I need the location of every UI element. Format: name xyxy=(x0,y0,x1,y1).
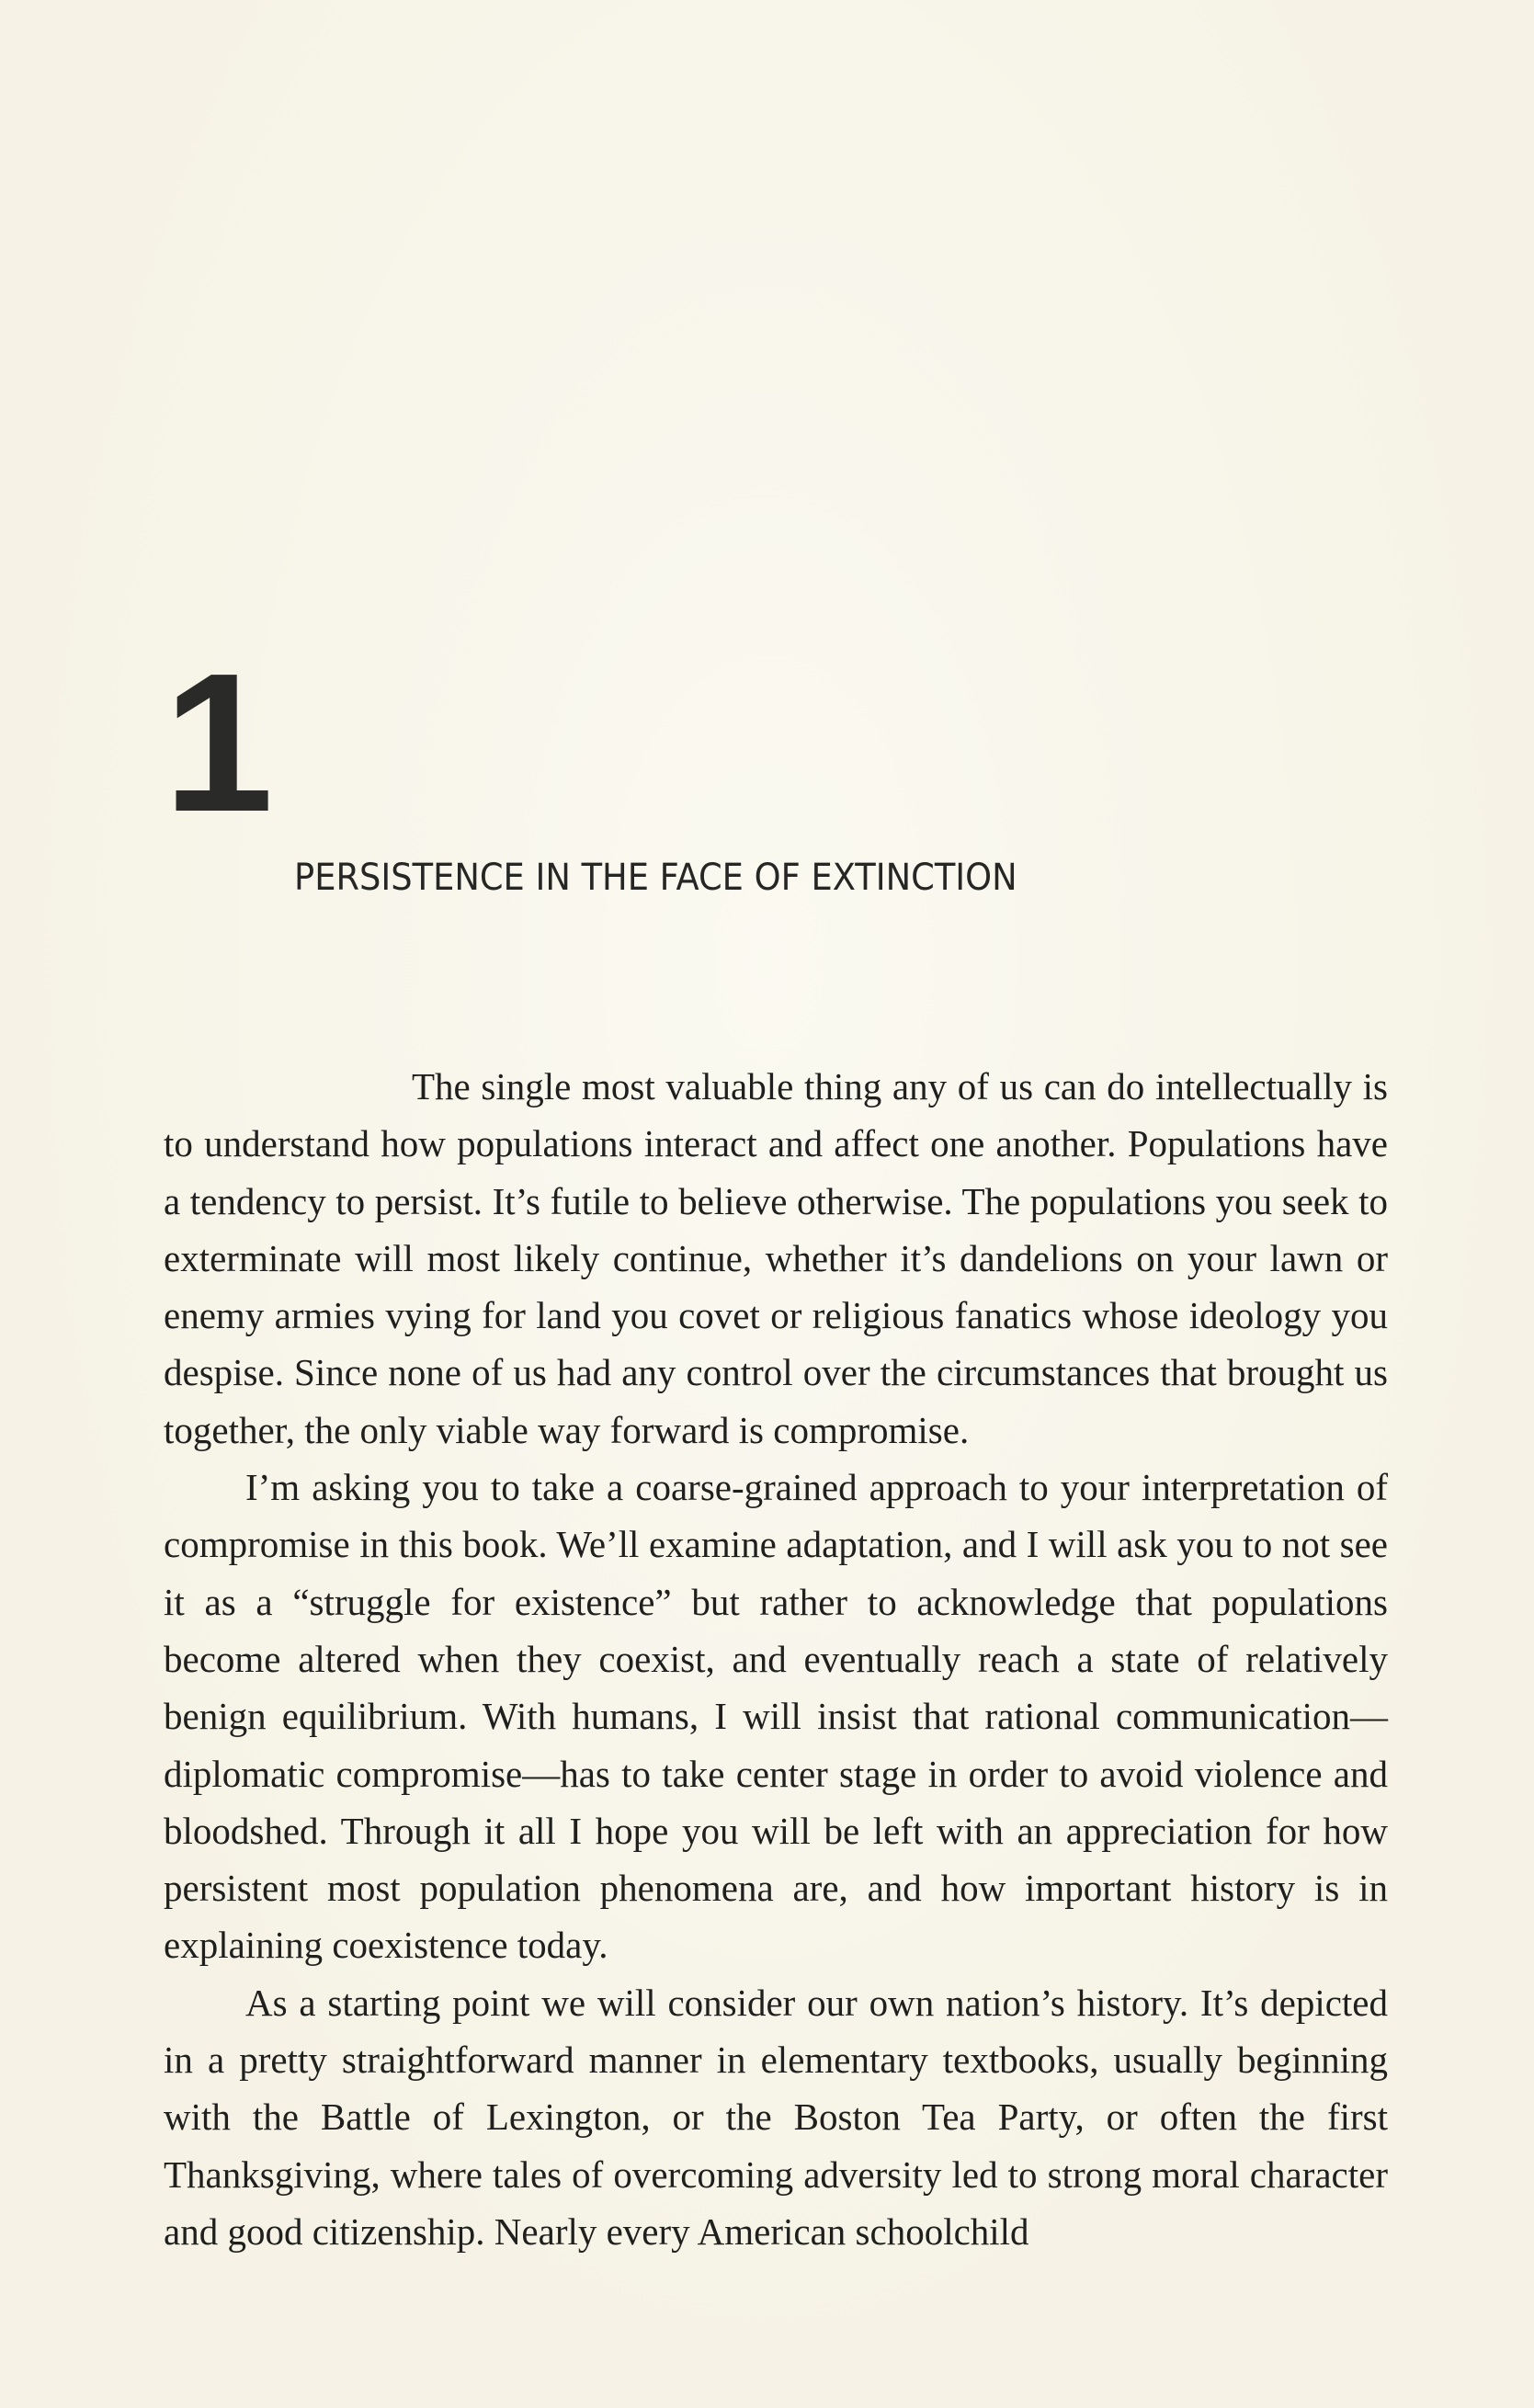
paragraph-3: As a starting point we will consider our own nation’s history. It’s depicted in a pretty straightforward manner in elementary textbooks, usually beginning with the Battle of Lexington, or the Boston Tea Party, or often the first Thanksgiving, where tales of overcoming adversity led to strong moral character and good citizenship. Nearly every American schoolchild xyxy=(164,1981,1388,2253)
chapter-number: 1 xyxy=(164,631,270,853)
body-text xyxy=(164,1058,1388,2260)
paragraph-1: The single most valuable thing any of us can do intellectually is to understand how populations interact and affect one another. Populations have a tendency to persist. It’s futile to believe otherwise. The populations you seek to exterminate will most likely continue, whether it’s dandelions on your lawn or enemy armies vying for land you covet or religious fanatics whose ideology you despise. Since none of us had any control over the circumstances that brought us together, the only viable way forward is compromise. xyxy=(164,1065,1388,1451)
paragraph-2: I’m asking you to take a coarse-grained approach to your interpretation of compromise in this book. We’ll examine adaptation, and I will ask you to not see it as a “struggle for existence” but rather to acknowledge that populations become altered when they coexist, and eventually reach a state of relatively benign equilibrium. With humans, I will insist that rational communication—diplomatic compromise—has to take center stage in order to avoid violence and bloodshed. Through it all I hope you will be left with an appreciation for how persistent most population phenomena are, and how important history is in explaining coexistence today. xyxy=(164,1466,1388,1967)
chapter-title: PERSISTENCE IN THE FACE OF EXTINCTION xyxy=(294,857,1017,899)
